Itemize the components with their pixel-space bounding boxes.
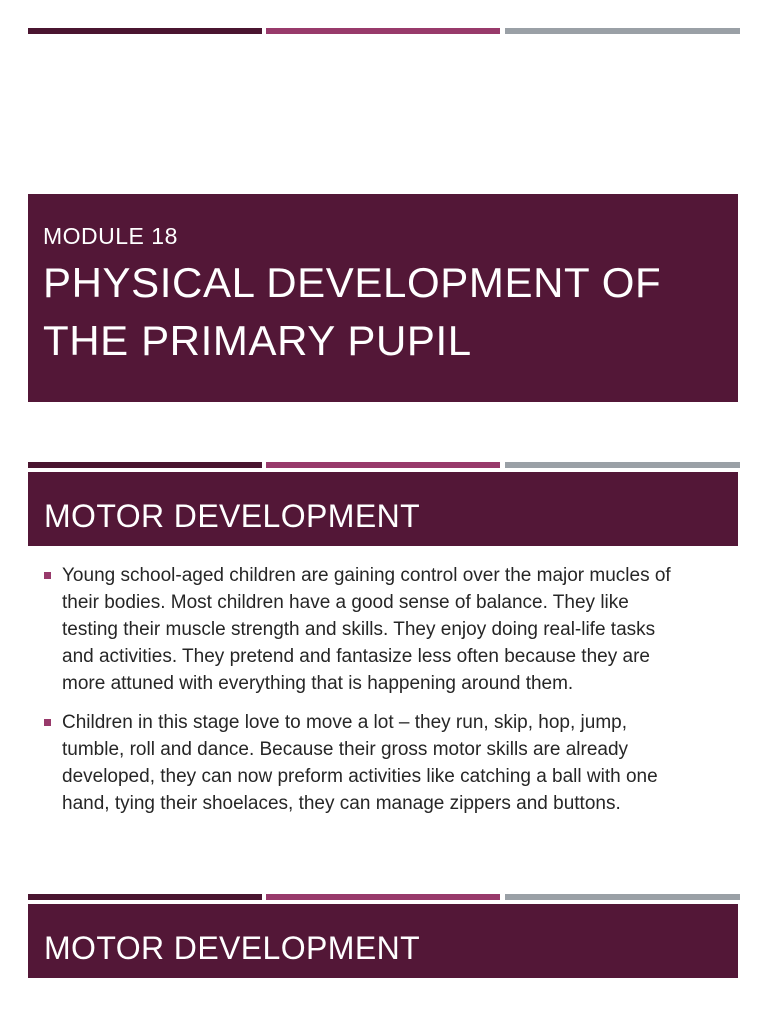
bullet-item <box>44 709 734 817</box>
bullet-line: and activities. They pretend and fantasize less often because they are <box>62 646 650 667</box>
accent-bar-dark <box>28 894 262 900</box>
title-line-1: PHYSICAL DEVELOPMENT OF <box>43 259 662 306</box>
title-line-2: THE PRIMARY PUPIL <box>43 317 472 364</box>
heading-band <box>28 472 738 546</box>
accent-bar-dark <box>28 28 262 34</box>
bullet-item <box>44 562 734 697</box>
slide-heading: MOTOR DEVELOPMENT <box>44 930 421 966</box>
accent-bar-magenta <box>266 894 500 900</box>
bullet-line: Young school-aged children are gaining control over the major mucles of <box>62 565 671 586</box>
module-label: MODULE 18 <box>43 223 178 249</box>
bullet-line: tumble, roll and dance. Because their gross motor skills are already <box>62 739 629 760</box>
accent-bars <box>28 462 740 468</box>
accent-bar-magenta <box>266 462 500 468</box>
bullet-line: Children in this stage love to move a lot – they run, skip, hop, jump, <box>62 712 628 733</box>
square-bullet-icon <box>44 572 51 579</box>
bullet-line: more attuned with everything that is happening around them. <box>62 673 574 694</box>
bullet-line: testing their muscle strength and skills. They enjoy doing real-life tasks <box>62 619 656 640</box>
title-band <box>28 194 738 402</box>
square-bullet-icon <box>44 719 51 726</box>
bullet-list <box>44 562 734 829</box>
slide-title <box>43 254 661 370</box>
bullet-line: their bodies. Most children have a good sense of balance. They like <box>62 592 629 613</box>
accent-bars <box>28 28 740 34</box>
accent-bar-gray <box>505 462 740 468</box>
bullet-line: developed, they can now preform activities like catching a ball with one <box>62 766 658 787</box>
accent-bar-gray <box>505 28 740 34</box>
accent-bar-dark <box>28 462 262 468</box>
bullet-line: hand, tying their shoelaces, they can manage zippers and buttons. <box>62 793 621 814</box>
accent-bars <box>28 894 740 900</box>
heading-band <box>28 904 738 978</box>
slide-heading: MOTOR DEVELOPMENT <box>44 498 421 534</box>
accent-bar-gray <box>505 894 740 900</box>
accent-bar-magenta <box>266 28 500 34</box>
